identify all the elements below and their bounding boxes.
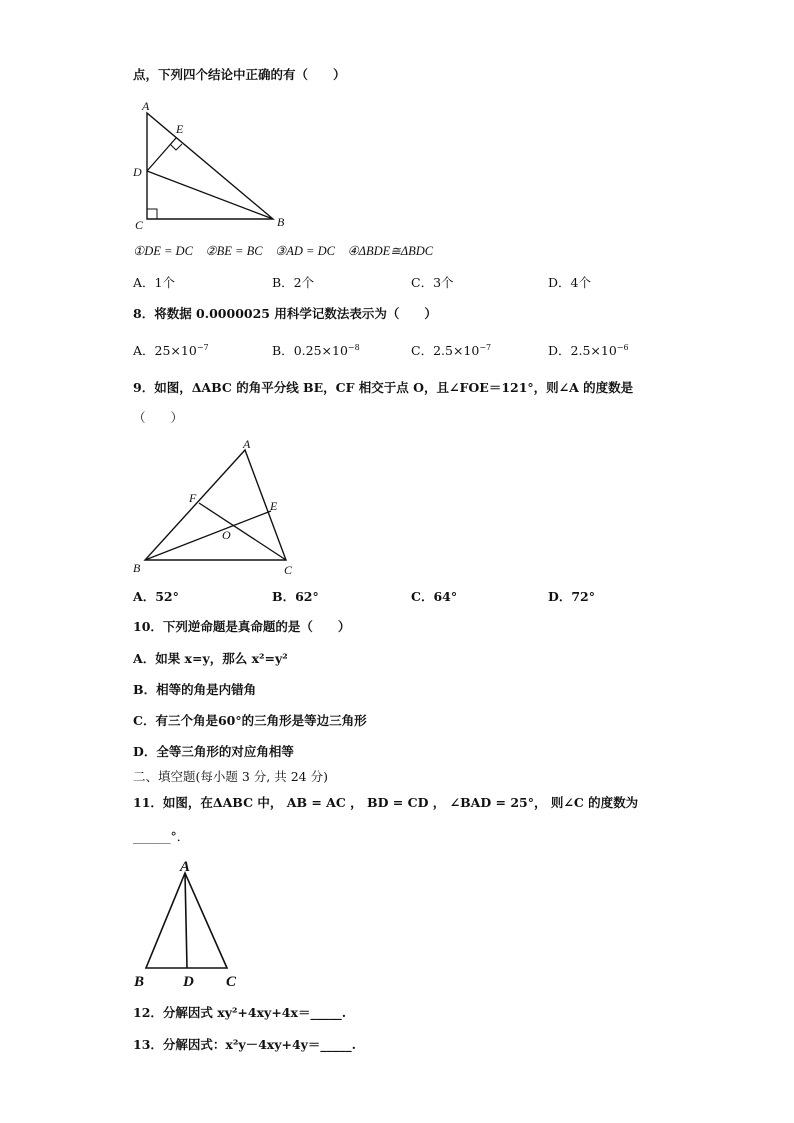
q10-stem: 10．下列逆命题是真命题的是（ ） bbox=[133, 619, 351, 634]
q8-option-a bbox=[133, 342, 209, 360]
q8-option-b bbox=[272, 342, 360, 360]
q12-stem: 12．分解因式 xy²+4xy+4x＝_____. bbox=[133, 1005, 347, 1020]
q11-label-d: D bbox=[183, 974, 194, 990]
q11-label-c: C bbox=[226, 974, 237, 990]
q9-label-o: O bbox=[222, 528, 231, 542]
q7-label-e: E bbox=[176, 122, 184, 136]
q8-option-c-exponent: −7 bbox=[479, 342, 492, 352]
q8-stem: 8．将数据 0.0000025 用科学记数法表示为（ ） bbox=[133, 306, 437, 321]
q7-label-d: D bbox=[133, 165, 142, 179]
q9-label-c: C bbox=[284, 563, 293, 577]
q7-stem: 点，下列四个结论中正确的有（ ） bbox=[133, 67, 346, 82]
q7-option-c: C．3个 bbox=[411, 275, 454, 290]
q8-option-b-mantissa: 0.25×10 bbox=[293, 343, 348, 358]
q7-option-d: D．4个 bbox=[548, 275, 591, 290]
q9-option-b: B．62° bbox=[272, 589, 319, 604]
section-title-fill-in: 二、填空题(每小题 3 分, 共 24 分) bbox=[133, 769, 328, 784]
q9-stem-line1: 9．如图，ΔABC 的角平分线 BE，CF 相交于点 O，且∠FOE＝121°，则∠A 的度数是 bbox=[133, 380, 634, 395]
q7-figure bbox=[130, 98, 290, 233]
q9-label-f: F bbox=[189, 491, 197, 505]
q11-figure bbox=[130, 855, 250, 995]
q9-figure bbox=[130, 438, 305, 580]
q9-stem-line2: （ ） bbox=[133, 410, 184, 425]
q9-label-a: A bbox=[243, 437, 251, 451]
q11-stem-line1: 11．如图，在ΔABC 中， AB = AC ， BD = CD ， ∠BAD = 25°， 则∠C 的度数为 bbox=[133, 795, 639, 810]
q8-option-b-letter: B． bbox=[272, 343, 294, 358]
q9-label-b: B bbox=[133, 561, 141, 575]
q8-option-a-letter: A． bbox=[133, 343, 155, 358]
q8-option-c bbox=[411, 342, 491, 360]
q8-option-d-exponent: −6 bbox=[616, 342, 629, 352]
q7-option-a: A．1个 bbox=[133, 275, 175, 290]
q8-option-c-letter: C． bbox=[411, 343, 434, 358]
q10-option-c: C．有三个角是60°的三角形是等边三角形 bbox=[133, 713, 367, 728]
q10-option-b: B．相等的角是内错角 bbox=[133, 682, 257, 697]
q8-option-a-exponent: −7 bbox=[196, 342, 209, 352]
q9-option-a: A．52° bbox=[133, 589, 179, 604]
q10-option-a: A．如果 x=y，那么 x²=y² bbox=[133, 651, 288, 666]
q7-option-b: B．2个 bbox=[272, 275, 315, 290]
q9-option-c: C．64° bbox=[411, 589, 458, 604]
q10-option-d: D．全等三角形的对应角相等 bbox=[133, 744, 294, 759]
q11-stem-line2: ______°． bbox=[133, 829, 190, 844]
q8-option-a-mantissa: 25×10 bbox=[154, 343, 197, 358]
q8-option-b-exponent: −8 bbox=[347, 342, 360, 352]
q7-label-c: C bbox=[135, 218, 144, 232]
q11-label-b: B bbox=[134, 974, 145, 990]
q8-option-d-letter: D． bbox=[548, 343, 571, 358]
q7-statements: ①DE = DC ②BE = BC ③AD = DC ④ΔBDE≅ΔBDC bbox=[133, 244, 434, 258]
q13-stem: 13．分解因式：x²y－4xy+4y＝_____. bbox=[133, 1037, 357, 1052]
q9-option-d: D．72° bbox=[548, 589, 595, 604]
q11-label-a: A bbox=[180, 859, 191, 875]
q7-label-b: B bbox=[277, 215, 285, 229]
q8-option-d-mantissa: 2.5×10 bbox=[570, 343, 617, 358]
q7-label-a: A bbox=[142, 99, 150, 113]
q9-label-e: E bbox=[270, 499, 278, 513]
q8-option-d bbox=[548, 342, 629, 360]
q8-option-c-mantissa: 2.5×10 bbox=[433, 343, 480, 358]
